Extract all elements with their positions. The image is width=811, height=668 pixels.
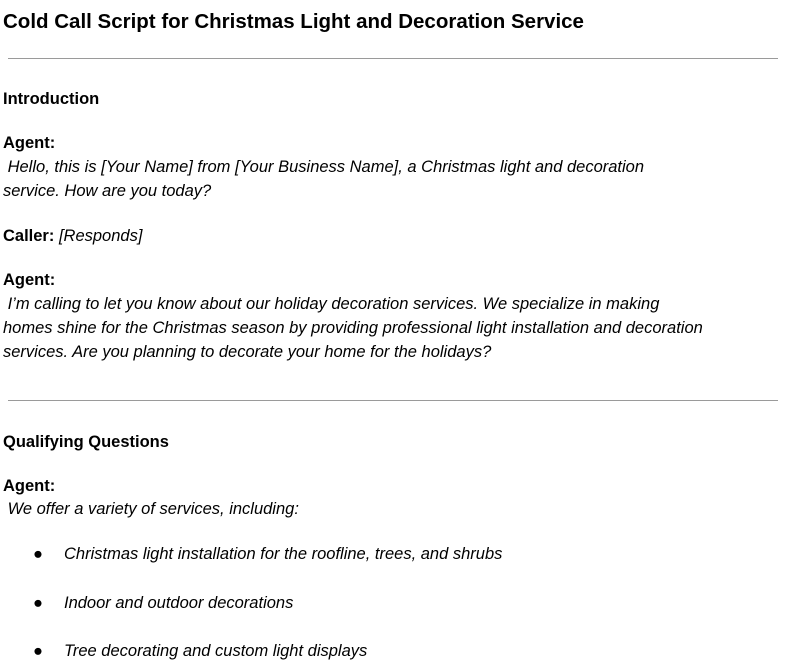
speaker-label-agent: Agent: — [3, 477, 56, 495]
bullet-icon: ● — [33, 594, 43, 612]
divider-top — [8, 58, 778, 59]
list-item-text: Tree decorating and custom light displays — [64, 642, 368, 660]
agent-pitch-text: I’m calling to let you know about our holiday decoration services. We specialize in making homes shine for the Christmas season by providing professional light installation and decoration services. Are you planning to decorate your home for the holidays? — [3, 295, 703, 361]
agent-greeting-text: Hello, this is [Your Name] from [Your Business Name], a Christmas light and decoration service. How are you today? — [3, 158, 645, 200]
caller-line — [3, 225, 142, 247]
document-title: Cold Call Script for Christmas Light and Decoration Service — [3, 10, 584, 33]
speaker-label-agent: Agent: — [3, 271, 56, 289]
list-item-text: Christmas light installation for the roofline, trees, and shrubs — [64, 545, 503, 563]
bullet-icon: ● — [33, 642, 43, 660]
bullet-icon: ● — [33, 545, 43, 563]
divider-middle — [8, 400, 778, 401]
agent-services-intro-text: We offer a variety of services, including: — [3, 500, 299, 518]
section-heading-introduction: Introduction — [3, 90, 100, 108]
speaker-label-agent: Agent: — [3, 134, 56, 152]
section-heading-qualifying-questions: Qualifying Questions — [3, 433, 169, 451]
speaker-label-caller: Caller: — [3, 227, 55, 245]
list-item-text: Indoor and outdoor decorations — [64, 594, 294, 612]
caller-response-text: [Responds] — [58, 227, 143, 245]
